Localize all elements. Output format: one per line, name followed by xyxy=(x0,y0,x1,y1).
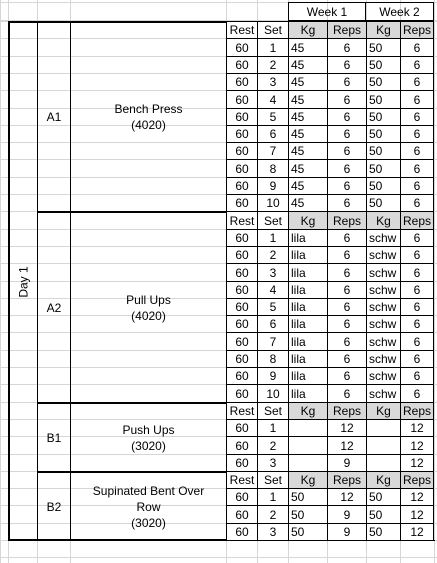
rest-cell[interactable]: 60 xyxy=(226,73,257,90)
week1-reps-cell[interactable]: 6 xyxy=(327,56,366,73)
kg-column-header[interactable]: Kg xyxy=(366,402,400,419)
week2-reps-cell[interactable]: 6 xyxy=(400,56,434,73)
set-cell[interactable]: 6 xyxy=(257,315,288,332)
reps-column-header[interactable]: Reps xyxy=(327,211,366,229)
week1-kg-cell[interactable]: lila xyxy=(288,350,327,367)
set-cell[interactable]: 2 xyxy=(257,56,288,73)
week1-reps-cell[interactable]: 9 xyxy=(327,454,366,471)
set-column-header[interactable]: Set xyxy=(257,402,288,419)
set-cell[interactable]: 4 xyxy=(257,90,288,108)
rest-cell[interactable]: 60 xyxy=(226,384,257,402)
set-cell[interactable]: 9 xyxy=(257,367,288,384)
week1-kg-cell[interactable] xyxy=(288,419,327,436)
week1-kg-cell[interactable]: 45 xyxy=(288,56,327,73)
week2-kg-cell[interactable]: schw xyxy=(366,367,400,384)
week1-kg-cell[interactable] xyxy=(288,436,327,454)
week1-reps-cell[interactable]: 6 xyxy=(327,142,366,159)
block-id-cell[interactable] xyxy=(37,471,70,540)
exercise-text xyxy=(122,422,174,454)
rest-cell[interactable]: 60 xyxy=(226,142,257,159)
week2-reps-cell[interactable]: 12 xyxy=(400,454,434,471)
week2-kg-cell[interactable]: 50 xyxy=(366,73,400,90)
exercise-cell[interactable] xyxy=(70,471,226,540)
week2-reps-cell[interactable]: 6 xyxy=(400,142,434,159)
set-cell[interactable]: 5 xyxy=(257,298,288,315)
week1-kg-cell[interactable]: 45 xyxy=(288,38,327,56)
week1-reps-cell[interactable]: 6 xyxy=(327,315,366,332)
week2-reps-cell[interactable]: 6 xyxy=(400,350,434,367)
week1-kg-cell[interactable]: 50 xyxy=(288,505,327,523)
week2-reps-cell[interactable]: 6 xyxy=(400,229,434,246)
day-label-cell[interactable] xyxy=(8,21,37,540)
rest-cell[interactable]: 60 xyxy=(226,177,257,194)
set-column-header[interactable]: Set xyxy=(257,471,288,488)
set-cell[interactable]: 3 xyxy=(257,73,288,90)
rest-cell[interactable]: 60 xyxy=(226,229,257,246)
rest-cell[interactable]: 60 xyxy=(226,523,257,540)
week2-kg-cell[interactable]: schw xyxy=(366,384,400,402)
week1-reps-cell[interactable]: 12 xyxy=(327,436,366,454)
set-cell[interactable]: 2 xyxy=(257,436,288,454)
week2-reps-cell[interactable]: 6 xyxy=(400,246,434,263)
week2-reps-cell[interactable]: 6 xyxy=(400,263,434,281)
week1-reps-cell[interactable]: 6 xyxy=(327,38,366,56)
week2-kg-cell[interactable]: 50 xyxy=(366,194,400,211)
week1-reps-cell[interactable]: 6 xyxy=(327,73,366,90)
rest-cell[interactable]: 60 xyxy=(226,38,257,56)
block-id-cell[interactable] xyxy=(37,21,70,211)
week2-reps-cell[interactable]: 12 xyxy=(400,523,434,540)
rest-cell[interactable]: 60 xyxy=(226,246,257,263)
week1-reps-cell[interactable]: 12 xyxy=(327,488,366,505)
week2-reps-cell[interactable]: 6 xyxy=(400,108,434,125)
rest-cell[interactable]: 60 xyxy=(226,108,257,125)
exercise-name: Supinated Bent Over Row xyxy=(92,483,205,514)
week2-reps-cell[interactable]: 12 xyxy=(400,488,434,505)
rest-cell[interactable]: 60 xyxy=(226,419,257,436)
rest-cell[interactable]: 60 xyxy=(226,298,257,315)
reps-column-header[interactable]: Reps xyxy=(400,402,434,419)
week1-reps-cell[interactable]: 6 xyxy=(327,125,366,142)
week1-kg-cell[interactable] xyxy=(288,454,327,471)
exercise-cell[interactable] xyxy=(70,211,226,402)
rest-column-header[interactable]: Rest xyxy=(226,471,257,488)
week1-kg-cell[interactable]: lila xyxy=(288,367,327,384)
rest-cell[interactable]: 60 xyxy=(226,56,257,73)
week2-reps-cell[interactable]: 6 xyxy=(400,367,434,384)
week1-reps-cell[interactable]: 6 xyxy=(327,246,366,263)
set-cell[interactable]: 3 xyxy=(257,263,288,281)
week1-reps-cell[interactable]: 6 xyxy=(327,159,366,177)
rest-cell[interactable]: 60 xyxy=(226,159,257,177)
set-column-header[interactable]: Set xyxy=(257,21,288,38)
set-cell[interactable]: 1 xyxy=(257,38,288,56)
week2-kg-cell[interactable]: schw xyxy=(366,315,400,332)
set-cell[interactable]: 8 xyxy=(257,350,288,367)
set-cell[interactable]: 3 xyxy=(257,523,288,540)
frame-bottom-border xyxy=(8,539,226,541)
exercise-tempo: (4020) xyxy=(131,118,166,132)
week2-kg-cell[interactable]: 50 xyxy=(366,56,400,73)
rest-cell[interactable]: 60 xyxy=(226,125,257,142)
kg-column-header[interactable]: Kg xyxy=(366,471,400,488)
set-cell[interactable]: 8 xyxy=(257,159,288,177)
week1-reps-cell[interactable]: 6 xyxy=(327,229,366,246)
set-cell[interactable]: 1 xyxy=(257,229,288,246)
table-bottom-border xyxy=(226,540,435,541)
week2-kg-cell[interactable]: schw xyxy=(366,332,400,350)
rest-cell[interactable]: 60 xyxy=(226,194,257,211)
week1-kg-cell[interactable]: lila xyxy=(288,384,327,402)
week2-kg-cell[interactable]: 50 xyxy=(366,177,400,194)
week1-kg-cell[interactable]: lila xyxy=(288,281,327,298)
reps-column-header[interactable]: Reps xyxy=(400,21,434,38)
exercise-name: Push Ups xyxy=(122,422,175,437)
week1-kg-cell[interactable]: 45 xyxy=(288,73,327,90)
block-id-label: A1 xyxy=(46,110,62,124)
week2-reps-cell[interactable]: 6 xyxy=(400,384,434,402)
week2-kg-cell[interactable]: schw xyxy=(366,281,400,298)
week2-kg-cell[interactable]: 50 xyxy=(366,159,400,177)
reps-column-header[interactable]: Reps xyxy=(400,211,434,229)
rest-cell[interactable]: 60 xyxy=(226,367,257,384)
week2-kg-cell[interactable] xyxy=(366,419,400,436)
reps-column-header[interactable]: Reps xyxy=(327,471,366,488)
set-cell[interactable]: 5 xyxy=(257,108,288,125)
week2-kg-cell[interactable]: 50 xyxy=(366,108,400,125)
reps-column-header[interactable]: Reps xyxy=(327,402,366,419)
week2-reps-cell[interactable]: 6 xyxy=(400,73,434,90)
week2-kg-cell[interactable]: 50 xyxy=(366,38,400,56)
week1-reps-cell[interactable]: 6 xyxy=(327,281,366,298)
week2-kg-cell[interactable]: 50 xyxy=(366,505,400,523)
week2-kg-cell[interactable]: schw xyxy=(366,350,400,367)
set-cell[interactable]: 7 xyxy=(257,142,288,159)
exercise-tempo: (3020) xyxy=(131,438,166,453)
week-1-header[interactable]: Week 1 xyxy=(288,2,366,21)
kg-column-header[interactable]: Kg xyxy=(288,211,327,229)
week1-reps-cell[interactable]: 6 xyxy=(327,350,366,367)
week1-kg-cell[interactable]: lila xyxy=(288,332,327,350)
week1-kg-cell[interactable]: 45 xyxy=(288,159,327,177)
week1-reps-cell[interactable]: 6 xyxy=(327,108,366,125)
week2-reps-cell[interactable]: 6 xyxy=(400,125,434,142)
week1-kg-cell[interactable]: 45 xyxy=(288,142,327,159)
week1-reps-cell[interactable]: 9 xyxy=(327,505,366,523)
rest-cell[interactable]: 60 xyxy=(226,90,257,108)
set-cell[interactable]: 3 xyxy=(257,454,288,471)
week1-kg-cell[interactable]: lila xyxy=(288,298,327,315)
reps-column-header[interactable]: Reps xyxy=(400,471,434,488)
exercise-cell[interactable] xyxy=(70,402,226,471)
rest-column-header[interactable]: Rest xyxy=(226,402,257,419)
week2-kg-cell[interactable]: 50 xyxy=(366,142,400,159)
week2-reps-cell[interactable]: 6 xyxy=(400,281,434,298)
set-cell[interactable]: 6 xyxy=(257,125,288,142)
day-label: Day 1 xyxy=(16,265,31,298)
kg-column-header[interactable]: Kg xyxy=(288,21,327,38)
exercise-name: Pull Ups xyxy=(126,292,171,307)
kg-column-header[interactable]: Kg xyxy=(288,471,327,488)
week2-reps-cell[interactable]: 6 xyxy=(400,298,434,315)
week1-kg-cell[interactable]: lila xyxy=(288,263,327,281)
block-id-cell[interactable] xyxy=(37,211,70,402)
week2-reps-cell[interactable]: 12 xyxy=(400,419,434,436)
week1-reps-cell[interactable]: 6 xyxy=(327,298,366,315)
week2-kg-cell[interactable]: schw xyxy=(366,246,400,263)
exercise-text xyxy=(87,483,210,531)
rest-cell[interactable]: 60 xyxy=(226,436,257,454)
reps-column-header[interactable]: Reps xyxy=(327,21,366,38)
week2-kg-cell[interactable]: 50 xyxy=(366,523,400,540)
set-cell[interactable]: 2 xyxy=(257,505,288,523)
week1-kg-cell[interactable]: 45 xyxy=(288,125,327,142)
week1-kg-cell[interactable]: lila xyxy=(288,229,327,246)
week2-reps-cell[interactable]: 6 xyxy=(400,177,434,194)
rest-cell[interactable]: 60 xyxy=(226,454,257,471)
week2-reps-cell[interactable]: 6 xyxy=(400,159,434,177)
exercise-tempo: (3020) xyxy=(131,515,166,530)
week2-kg-cell[interactable] xyxy=(366,454,400,471)
kg-column-header[interactable]: Kg xyxy=(366,21,400,38)
set-cell[interactable]: 1 xyxy=(257,419,288,436)
set-cell[interactable]: 10 xyxy=(257,194,288,211)
block-id-label: A2 xyxy=(46,300,62,315)
week2-reps-cell[interactable]: 6 xyxy=(400,315,434,332)
rest-cell[interactable]: 60 xyxy=(226,505,257,523)
week1-kg-cell[interactable]: 45 xyxy=(288,108,327,125)
exercise-text xyxy=(126,292,171,324)
block-id-cell[interactable] xyxy=(37,402,70,471)
week1-kg-cell[interactable]: 45 xyxy=(288,177,327,194)
set-cell[interactable]: 4 xyxy=(257,281,288,298)
week2-kg-cell[interactable]: 50 xyxy=(366,488,400,505)
set-column-header[interactable]: Set xyxy=(257,211,288,229)
exercise-cell[interactable] xyxy=(70,21,226,211)
week1-reps-cell[interactable]: 9 xyxy=(327,523,366,540)
set-cell[interactable]: 9 xyxy=(257,177,288,194)
set-cell[interactable]: 1 xyxy=(257,488,288,505)
rest-cell[interactable]: 60 xyxy=(226,315,257,332)
rest-cell[interactable]: 60 xyxy=(226,350,257,367)
week2-reps-cell[interactable]: 6 xyxy=(400,38,434,56)
week1-reps-cell[interactable]: 6 xyxy=(327,194,366,211)
week2-kg-cell[interactable] xyxy=(366,436,400,454)
week2-kg-cell[interactable]: 50 xyxy=(366,125,400,142)
rest-cell[interactable]: 60 xyxy=(226,281,257,298)
block-id-label: B2 xyxy=(46,499,62,514)
week1-reps-cell[interactable]: 6 xyxy=(327,90,366,108)
set-cell[interactable]: 2 xyxy=(257,246,288,263)
week1-kg-cell[interactable]: lila xyxy=(288,246,327,263)
week1-reps-cell[interactable]: 6 xyxy=(327,384,366,402)
week1-reps-cell[interactable]: 6 xyxy=(327,177,366,194)
set-cell[interactable]: 7 xyxy=(257,332,288,350)
week-2-header[interactable]: Week 2 xyxy=(366,2,434,21)
week1-kg-cell[interactable]: lila xyxy=(288,315,327,332)
week1-reps-cell[interactable]: 12 xyxy=(327,419,366,436)
exercise-tempo: (4020) xyxy=(131,308,166,323)
rest-cell[interactable]: 60 xyxy=(226,332,257,350)
week1-reps-cell[interactable]: 6 xyxy=(327,263,366,281)
week2-kg-cell[interactable]: schw xyxy=(366,229,400,246)
rest-cell[interactable]: 60 xyxy=(226,263,257,281)
block-id-label: B1 xyxy=(46,430,62,445)
week1-kg-cell[interactable]: 45 xyxy=(288,90,327,108)
rest-cell[interactable]: 60 xyxy=(226,488,257,505)
week2-kg-cell[interactable]: 50 xyxy=(366,90,400,108)
exercise-text xyxy=(114,101,182,133)
week1-reps-cell[interactable]: 6 xyxy=(327,367,366,384)
week2-reps-cell[interactable]: 12 xyxy=(400,436,434,454)
week2-reps-cell[interactable]: 6 xyxy=(400,332,434,350)
week1-kg-cell[interactable]: 50 xyxy=(288,488,327,505)
week1-kg-cell[interactable]: 45 xyxy=(288,194,327,211)
week2-kg-cell[interactable]: schw xyxy=(366,298,400,315)
set-cell[interactable]: 10 xyxy=(257,384,288,402)
week1-reps-cell[interactable]: 6 xyxy=(327,332,366,350)
kg-column-header[interactable]: Kg xyxy=(288,402,327,419)
week2-kg-cell[interactable]: schw xyxy=(366,263,400,281)
week2-reps-cell[interactable]: 12 xyxy=(400,505,434,523)
week1-kg-cell[interactable]: 50 xyxy=(288,523,327,540)
exercise-name: Bench Press xyxy=(114,102,183,116)
kg-column-header[interactable]: Kg xyxy=(366,211,400,229)
week2-reps-cell[interactable]: 6 xyxy=(400,194,434,211)
rest-column-header[interactable]: Rest xyxy=(226,211,257,229)
rest-column-header[interactable]: Rest xyxy=(226,21,257,38)
week2-reps-cell[interactable]: 6 xyxy=(400,90,434,108)
